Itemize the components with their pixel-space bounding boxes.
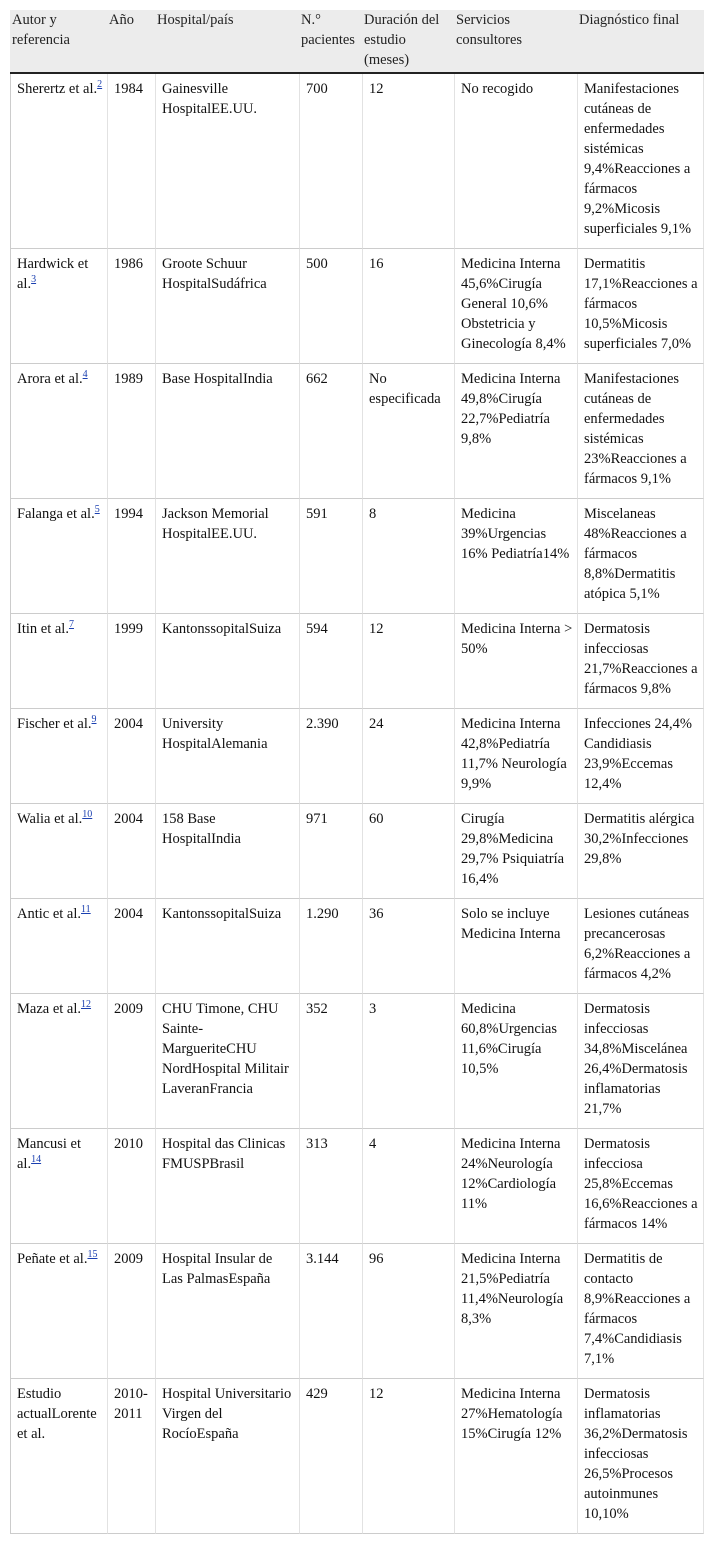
table-row [10, 364, 704, 499]
cell-year [107, 499, 155, 614]
cell-duration [362, 804, 454, 899]
cell-hospital-text: KantonssopitalSuiza [162, 906, 282, 922]
cell-patients-text: 662 [306, 371, 328, 387]
cell-author [10, 74, 107, 249]
cell-diagnosis [577, 614, 704, 709]
cell-duration-text: 60 [369, 811, 384, 827]
cell-diagnosis [577, 1379, 704, 1534]
cell-hospital-text: CHU Timone, CHU Sainte-MargueriteCHU NordHospital Militair LaveranFrancia [162, 1001, 289, 1097]
cell-services-text: Medicina 39%Urgencias 16% Pediatría14% [461, 506, 570, 562]
cell-hospital-text: Base HospitalIndia [162, 371, 273, 387]
cell-diagnosis-text: Dermatosis infecciosas 21,7%Reacciones a fármacos 9,8% [584, 621, 698, 697]
cell-duration [362, 499, 454, 614]
cell-patients [299, 249, 362, 364]
cell-patients [299, 899, 362, 994]
cell-patients-text: 700 [306, 81, 328, 97]
table-row [10, 499, 704, 614]
cell-diagnosis [577, 899, 704, 994]
cell-year [107, 614, 155, 709]
cell-hospital [155, 364, 299, 499]
cell-services-text: Cirugía 29,8%Medicina 29,7% Psiquiatría 16,4% [461, 811, 565, 887]
cell-duration [362, 614, 454, 709]
cell-hospital [155, 709, 299, 804]
cell-author [10, 709, 107, 804]
cell-services-text: Medicina Interna 27%Hematología 15%Cirugía 12% [461, 1386, 563, 1442]
cell-duration [362, 74, 454, 249]
reference-link[interactable]: 11 [81, 904, 91, 915]
cell-duration [362, 994, 454, 1129]
cell-services [454, 709, 577, 804]
cell-year [107, 1244, 155, 1379]
header-patients: N.° pacientes [299, 10, 362, 74]
cell-patients [299, 74, 362, 249]
cell-duration [362, 249, 454, 364]
cell-hospital [155, 994, 299, 1129]
cell-author [10, 1244, 107, 1379]
cell-patients-text: 500 [306, 256, 328, 272]
cell-hospital-text: University HospitalAlemania [162, 716, 268, 752]
cell-duration-text: No especificada [369, 371, 441, 407]
cell-patients [299, 499, 362, 614]
cell-author [10, 1379, 107, 1534]
cell-author [10, 499, 107, 614]
cell-diagnosis [577, 74, 704, 249]
cell-diagnosis-text: Dermatosis inflamatorias 36,2%Dermatosis infecciosas 26,5%Procesos autoinmunes 10,10% [584, 1386, 688, 1522]
table-row [10, 994, 704, 1129]
cell-patients [299, 994, 362, 1129]
reference-link[interactable]: 5 [94, 504, 100, 515]
cell-services-text: Medicina Interna 45,6%Cirugía General 10,6% Obstetricia y Ginecología 8,4% [461, 256, 566, 352]
table-row [10, 614, 704, 709]
cell-services-text: Medicina Interna 24%Neurología 12%Cardiología 11% [461, 1136, 561, 1212]
cell-year-text: 2004 [114, 811, 143, 827]
reference-link[interactable]: 9 [91, 714, 97, 725]
cell-patients [299, 804, 362, 899]
cell-hospital [155, 1129, 299, 1244]
cell-duration [362, 1379, 454, 1534]
cell-patients [299, 1129, 362, 1244]
cell-diagnosis-text: Dermatitis de contacto 8,9%Reacciones a fármacos 7,4%Candidiasis 7,1% [584, 1251, 691, 1367]
cell-author [10, 614, 107, 709]
cell-hospital [155, 249, 299, 364]
cell-duration [362, 1244, 454, 1379]
cell-year-text: 1999 [114, 621, 143, 637]
cell-services [454, 1379, 577, 1534]
cell-diagnosis [577, 364, 704, 499]
cell-services [454, 499, 577, 614]
cell-duration-text: 4 [369, 1136, 377, 1152]
cell-year-text: 1989 [114, 371, 143, 387]
cell-services-text: Medicina Interna > 50% [461, 621, 573, 657]
cell-author [10, 364, 107, 499]
cell-diagnosis-text: Dermatosis infecciosas 34,8%Miscelánea 26,4%Dermatosis inflamatorias 21,7% [584, 1001, 688, 1117]
cell-author-text: Peñate et al. [17, 1251, 88, 1267]
cell-duration-text: 12 [369, 81, 384, 97]
cell-year-text: 2004 [114, 716, 143, 732]
cell-patients [299, 614, 362, 709]
cell-services-text: No recogido [461, 81, 534, 97]
reference-link[interactable]: 15 [87, 1249, 98, 1260]
cell-hospital [155, 1244, 299, 1379]
consultations-table [10, 10, 704, 1534]
reference-link[interactable]: 2 [97, 79, 103, 90]
cell-hospital [155, 499, 299, 614]
reference-link[interactable]: 7 [68, 619, 74, 630]
cell-year [107, 364, 155, 499]
cell-hospital-text: 158 Base HospitalIndia [162, 811, 241, 847]
cell-hospital-text: Hospital Insular de Las PalmasEspaña [162, 1251, 273, 1287]
cell-duration-text: 36 [369, 906, 384, 922]
table-row [10, 1129, 704, 1244]
header-author: Autor y referencia [10, 10, 107, 74]
table-body [10, 74, 704, 1534]
cell-duration-text: 16 [369, 256, 384, 272]
cell-services [454, 249, 577, 364]
cell-diagnosis [577, 994, 704, 1129]
cell-diagnosis-text: Lesiones cutáneas precancerosas 6,2%Reacciones a fármacos 4,2% [584, 906, 691, 982]
cell-duration-text: 24 [369, 716, 384, 732]
cell-year-text: 1986 [114, 256, 143, 272]
cell-services-text: Medicina Interna 49,8%Cirugía 22,7%Pediatría 9,8% [461, 371, 561, 447]
cell-hospital-text: Hospital Universitario Virgen del RocíoEspaña [162, 1386, 292, 1442]
cell-diagnosis-text: Infecciones 24,4% Candidiasis 23,9%Eccemas 12,4% [584, 716, 692, 792]
cell-year-text: 1984 [114, 81, 143, 97]
cell-duration-text: 12 [369, 1386, 384, 1402]
cell-year [107, 804, 155, 899]
cell-diagnosis [577, 1244, 704, 1379]
cell-services [454, 1244, 577, 1379]
header-diagnosis: Diagnóstico final [577, 10, 704, 74]
cell-year-text: 2004 [114, 906, 143, 922]
cell-duration-text: 12 [369, 621, 384, 637]
cell-diagnosis-text: Dermatosis infecciosa 25,8%Eccemas 16,6%Reacciones a fármacos 14% [584, 1136, 698, 1232]
table-row [10, 709, 704, 804]
cell-author-text: Hardwick et al. [17, 256, 89, 292]
cell-hospital-text: Gainesville HospitalEE.UU. [162, 81, 258, 117]
cell-year [107, 1379, 155, 1534]
cell-author-text: Mancusi et al. [17, 1136, 82, 1172]
cell-year-text: 2009 [114, 1251, 143, 1267]
cell-patients-text: 594 [306, 621, 328, 637]
cell-patients-text: 3.144 [306, 1251, 339, 1267]
cell-hospital-text: Groote Schuur HospitalSudáfrica [162, 256, 267, 292]
cell-diagnosis [577, 804, 704, 899]
cell-services-text: Medicina 60,8%Urgencias 11,6%Cirugía 10,5% [461, 1001, 557, 1077]
cell-year [107, 994, 155, 1129]
cell-year [107, 899, 155, 994]
cell-duration [362, 899, 454, 994]
cell-diagnosis-text: Manifestaciones cutáneas de enfermedades sistémicas 9,4%Reacciones a fármacos 9,2%Micosis superficiales 9,1% [584, 81, 692, 237]
cell-patients-text: 1.290 [306, 906, 339, 922]
cell-author-text: Falanga et al. [17, 506, 95, 522]
cell-patients [299, 1379, 362, 1534]
header-hospital: Hospital/país [155, 10, 299, 74]
table-row [10, 249, 704, 364]
cell-author [10, 249, 107, 364]
cell-diagnosis [577, 499, 704, 614]
cell-patients-text: 429 [306, 1386, 328, 1402]
table-row [10, 1379, 704, 1534]
cell-duration [362, 364, 454, 499]
header-row [10, 10, 704, 74]
cell-author [10, 899, 107, 994]
cell-diagnosis [577, 1129, 704, 1244]
cell-duration-text: 8 [369, 506, 377, 522]
cell-author-text: Antic et al. [17, 906, 82, 922]
cell-diagnosis-text: Miscelaneas 48%Reacciones a fármacos 8,8%Dermatitis atópica 5,1% [584, 506, 687, 602]
cell-year-text: 2010 [114, 1136, 143, 1152]
cell-diagnosis-text: Dermatitis alérgica 30,2%Infecciones 29,8% [584, 811, 695, 867]
cell-author-text: Walia et al. [17, 811, 83, 827]
table-row [10, 1244, 704, 1379]
cell-author-text: Maza et al. [17, 1001, 82, 1017]
cell-patients [299, 1244, 362, 1379]
cell-year [107, 709, 155, 804]
header-duration: Duración del estudio (meses) [362, 10, 454, 74]
cell-services-text: Solo se incluye Medicina Interna [461, 906, 561, 942]
cell-author [10, 1129, 107, 1244]
cell-hospital-text: Jackson Memorial HospitalEE.UU. [162, 506, 269, 542]
table-row [10, 804, 704, 899]
cell-duration [362, 709, 454, 804]
cell-diagnosis-text: Manifestaciones cutáneas de enfermedades sistémicas 23%Reacciones a fármacos 9,1% [584, 371, 687, 487]
table-row [10, 899, 704, 994]
cell-year-text: 2009 [114, 1001, 143, 1017]
cell-author-text: Sherertz et al. [17, 81, 98, 97]
cell-year [107, 74, 155, 249]
cell-services [454, 899, 577, 994]
reference-link[interactable]: 14 [31, 1154, 42, 1165]
cell-services [454, 364, 577, 499]
cell-services-text: Medicina Interna 21,5%Pediatría 11,4%Neurología 8,3% [461, 1251, 564, 1327]
cell-duration [362, 1129, 454, 1244]
reference-link[interactable]: 4 [82, 369, 88, 380]
cell-duration-text: 3 [369, 1001, 377, 1017]
cell-patients [299, 709, 362, 804]
cell-author-text: Itin et al. [17, 621, 69, 637]
cell-author [10, 994, 107, 1129]
cell-author-text: Fischer et al. [17, 716, 92, 732]
cell-patients-text: 313 [306, 1136, 328, 1152]
cell-author-text: Arora et al. [17, 371, 83, 387]
cell-year-text: 2010-2011 [114, 1386, 148, 1422]
reference-link[interactable]: 10 [82, 809, 93, 820]
cell-services [454, 804, 577, 899]
cell-author [10, 804, 107, 899]
cell-services [454, 994, 577, 1129]
cell-year [107, 1129, 155, 1244]
cell-services [454, 614, 577, 709]
cell-hospital-text: KantonssopitalSuiza [162, 621, 282, 637]
cell-services [454, 1129, 577, 1244]
cell-year [107, 249, 155, 364]
reference-link[interactable]: 12 [81, 999, 92, 1010]
cell-patients [299, 364, 362, 499]
cell-patients-text: 2.390 [306, 716, 339, 732]
cell-hospital [155, 804, 299, 899]
cell-diagnosis-text: Dermatitis 17,1%Reacciones a fármacos 10,5%Micosis superficiales 7,0% [584, 256, 698, 352]
cell-hospital [155, 1379, 299, 1534]
header-year: Año [107, 10, 155, 74]
cell-patients-text: 591 [306, 506, 328, 522]
cell-services [454, 74, 577, 249]
cell-duration-text: 96 [369, 1251, 384, 1267]
cell-year-text: 1994 [114, 506, 143, 522]
cell-hospital [155, 614, 299, 709]
cell-patients-text: 971 [306, 811, 328, 827]
cell-hospital-text: Hospital das Clinicas FMUSPBrasil [162, 1136, 286, 1172]
cell-hospital [155, 74, 299, 249]
table-row [10, 74, 704, 249]
cell-author-text: Estudio actualLorente et al. [17, 1386, 97, 1442]
cell-services-text: Medicina Interna 42,8%Pediatría 11,7% Neurología 9,9% [461, 716, 567, 792]
header-services: Servicios consultores [454, 10, 577, 74]
reference-link[interactable]: 3 [31, 274, 37, 285]
cell-diagnosis [577, 249, 704, 364]
cell-patients-text: 352 [306, 1001, 328, 1017]
cell-hospital [155, 899, 299, 994]
table-header [10, 10, 704, 74]
cell-diagnosis [577, 709, 704, 804]
